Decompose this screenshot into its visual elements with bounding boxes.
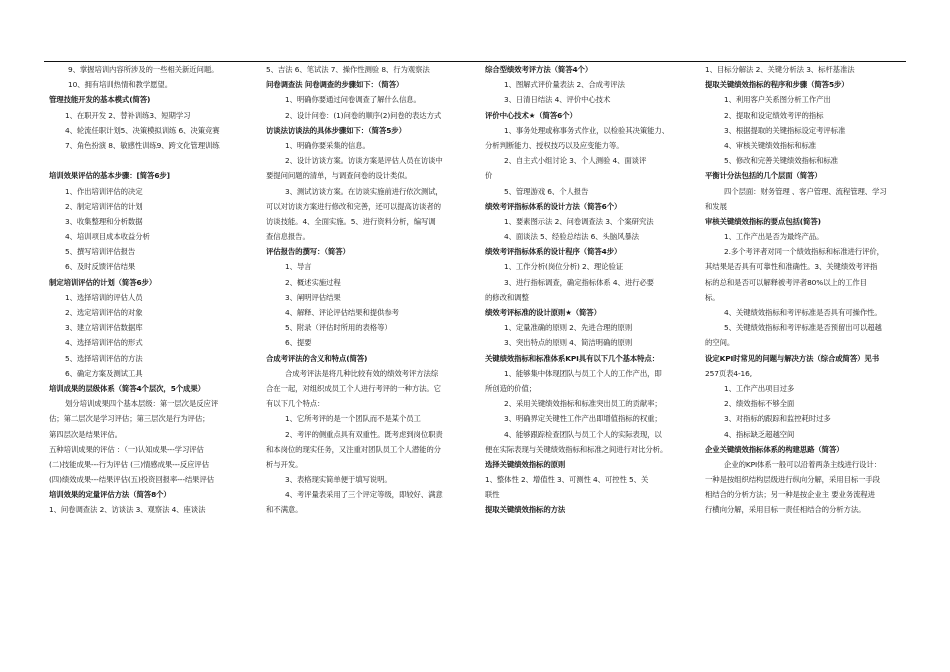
text-line: 3、表格现实简单便于填写说明。 [285,475,392,485]
text-line: (二)技能成果---行为评估 (三)情感成果---反应评估 [49,459,210,469]
text-line: 2、绩效指标不够全面 [724,399,795,409]
text-line: 10、拥有培训热情和教学愿望。 [68,80,172,90]
text-line: 3、进行指标调查，确定指标体系 4、进行必要 [504,277,654,287]
text-line: 四个层面：财务管理 、客户管理、流程管理、学习 [724,186,887,196]
text-line: 2、制定培训评估的计划 [65,201,143,211]
text-line: 1、工作产出项目过多 [724,383,795,393]
text-line: 1、目标分解法 2、关键分析法 3、标杆基准法 [705,65,855,74]
text-line: 和本岗位的现实任务，又注重对团队员工个人潜能的分 [266,444,441,454]
text-line: 五种培训成果的评估 ：（一)认知成果---学习评估 [49,444,204,454]
text-line: 3、测试访谈方案。在访谈实施前进行依次测试， [285,186,443,196]
section-heading: 培训成果的层级体系（简答4个层次，5个成果） [49,383,205,393]
text-line: 1、图解式评价量表法 2、合成考评法 [504,80,625,90]
section-heading: 访谈法访谈法的具体步骤如下：（简答5步） [266,125,406,135]
text-line: 4、解释、评论评估结果和提供参考 [285,308,399,317]
text-line: 4、考评量表采用了三个评定等级，即较好、满意 [285,490,443,500]
text-line: 5、选择培训评估的方法 [65,353,143,363]
text-line: 3、建立培训评估数据库 [65,323,143,333]
text-line: 4、指标缺乏超越空间 [724,429,795,439]
text-line: 1、利用客户关系图分析工作产出 [724,95,831,105]
text-line: 5、管理游戏 6、个人报告 [504,186,589,196]
text-line: 标的总和是否可以解释被考评者80%以上的工作目 [705,277,867,287]
text-line: 6、提要 [285,338,312,348]
text-line: 的空间。 [705,338,735,348]
text-line: 合在一起，对组织成员工个人进行考评的一种方法。它 [266,383,441,393]
section-heading: 培训效果评估的基本步骤：[简答6步] [49,171,170,181]
text-line: 4、关键绩效指标和考评标准是否具有可操作性。 [724,308,882,317]
text-line: 1、作出培训评估的决定 [65,186,143,196]
text-line: 4、能够跟踪检查团队与员工个人的实际表现，以 [504,429,662,439]
section-heading: 合成考评法的含义和特点(简答) [266,353,368,363]
text-line: 6、及时反馈评估结果 [65,262,136,272]
text-line: 3、突出特点的原则 4、简洁明确的原则 [504,338,633,348]
text-line: 有以下几个特点： [266,399,325,409]
text-line: 一种是按组织结构层级进行纵向分解，采用目标一手段 [705,475,880,485]
column-1 [49,62,247,518]
text-line: 1、事务处理或称事务式作业，以检验其决策能力、 [504,125,669,135]
text-line: 5、撰写培训评估报告 [65,247,136,257]
text-line: 合成考评法是将几种比较有效的绩效考评方法综 [285,368,439,378]
section-heading: 提取关键绩效指标的方法 [485,505,566,515]
text-line: 联性 [485,490,500,500]
text-line: 2、选定培训评估的对象 [65,308,143,317]
section-heading: 企业关键绩效指标体系的构建思路（简答） [705,444,844,454]
text-line: 2、设计访谈方案。访谈方案是评估人员在访谈中 [285,156,443,166]
text-line: 1、工作分析(岗位分析) 2、理论验证 [504,262,624,272]
text-line: 5、修改和完善关键绩效指标和标准 [724,156,838,166]
section-heading: 制定培训评估的计划（简答6步） [49,277,157,287]
text-line: 1、它所考评的是一个团队而不是某个员工 [285,414,421,424]
text-line: (四)绩效成果---结果评估(五)投资回报率---结果评估 [49,475,215,485]
text-line: 和不满意。 [266,505,303,515]
text-line: 1、在职开发 2、替补训练3、短期学习 [65,110,191,120]
section-heading: 评价中心技术★（简答6个） [485,110,577,120]
text-line: 7、角色扮演 8、敏感性训练9、跨文化管理训练 [65,140,220,150]
text-line: 6、确定方案及测试工具 [65,368,143,378]
text-line: 1、导言 [285,262,312,272]
section-heading: 审核关键绩效指标的要点包括(简答) [705,216,821,226]
text-line: 2、自主式小组讨论 3、个人测验 4、面谈评 [504,156,647,166]
text-line: 标。 [705,292,720,302]
text-line: 5、关键绩效指标和考评标准是否预留出可以超越 [724,323,882,333]
text-line: 4、审核关键绩效指标和标准 [724,140,817,150]
text-line: 1、选择培训的评估人员 [65,292,143,302]
text-line: 4、选择培训评估的形式 [65,338,143,348]
text-line: 1、要素图示法 2、问卷调查法 3、个案研究法 [504,216,654,226]
text-line: 1、问卷调查法 2、访谈法 3、观察法 4、座谈法 [49,505,206,515]
text-line: 9、掌握培训内容所涉及的一些相关新近问题。 [68,65,219,74]
text-line: 2.多个考评者对同一个绩效指标和标准进行评价， [724,247,884,257]
text-line: 4、轮流任职计划5、决策模拟训练 6、决策竞赛 [65,125,220,135]
text-line: 2、采用关键绩效指标和标准突出员工的贡献率； [504,399,662,409]
text-line: 第四层次是结果评估。 [49,429,122,439]
column-2 [266,62,474,518]
text-line: 分析判断能力、授权技巧以及应变能力等。 [485,140,624,150]
text-line: 3、阐明评估结果 [285,292,341,302]
text-line: 3、日清日结法 4、评价中心技术 [504,95,611,105]
section-heading: 问卷调查法 问卷调查的步骤如下：（简答） [266,80,404,90]
column-3 [485,62,685,518]
text-line: 4、面谈法 5、经验总结法 6、头脑风暴法 [504,232,639,242]
text-line: 4、培训项目成本收益分析 [65,232,150,242]
section-heading: 关键绩效指标和标准体系KPI具有以下几个基本特点： [485,353,659,363]
section-heading: 管理技能开发的基本模式(简答) [49,95,151,105]
text-line: 3、收集整理和分析数据 [65,216,143,226]
text-line: 1、明确你要通过问卷调查了解什么信息。 [285,95,421,105]
text-line: 的修改和调整 [485,292,529,302]
section-heading: 平衡计分法包括的几个层面（简答） [705,171,822,181]
text-line: 其结果是否具有可靠性和准确性。3、关键绩效考评指 [705,262,878,272]
section-heading: 综合型绩效考评方法（简答4个） [485,65,593,74]
text-line: 1、明确你要采集的信息。 [285,140,370,150]
text-line: 2、概述实施过程 [285,277,341,287]
section-heading: 选择关键绩效指标的原则 [485,459,566,469]
section-heading: 培训效果的定量评估方法（简答8个） [49,490,171,500]
text-line: 企业的KPI体系一般可以沿着两条主线进行设计： [724,459,881,469]
text-line: 行横向分解，采用目标一责任相结合的分析方法。 [705,505,866,515]
text-line: 2、提取和设定绩效考评的指标 [724,110,824,120]
text-line: 3、对指标的跟踪和监控耗时过多 [724,414,831,424]
section-heading: 绩效考评标准的设计原则★（简答） [485,308,601,317]
text-line: 1、能够集中体现团队与员工个人的工作产出，即 [504,368,662,378]
text-line: 所创造的价值； [485,383,537,393]
text-line: 3、明确界定关键性工作产出即增值指标的权重； [504,414,662,424]
text-line: 价 [485,171,493,181]
text-line: 析与开发。 [266,459,303,469]
text-line: 1、整体性 2、增值性 3、可测性 4、可控性 5、关 [485,475,649,485]
text-line: 可以对访谈方案进行修改和完善，还可以提高访谈者的 [266,201,441,211]
text-line: 划分培训成果四个基本层级：第一层次是反应评 [65,399,219,409]
section-heading: 绩效考评指标体系的设计程序（简答4步） [485,247,622,257]
text-line: 相结合的分析方法；另一种是按企业主 要业务流程进 [705,490,875,500]
section-heading: 设定KPI时常见的问题与解决方法（综合或简答）见书 [705,353,879,363]
text-line: 1、工作产出是否为最终产品。 [724,232,824,242]
section-heading: 提取关键绩效指标的程序和步骤（简答5步） [705,80,849,90]
text-line: 1、定量准确的原则 2、先进合理的原则 [504,323,633,333]
text-line: 5、附录（评估时所用的表格等） [285,323,392,333]
text-line: 查信息报告。 [266,232,310,242]
section-heading: 绩效考评指标体系的设计方法（简答6个） [485,201,622,211]
text-line: 2、考评的侧重点具有双重性。既考虑到岗位职责 [285,429,443,439]
text-line: 便在实际表现与关键绩效指标和标准之间进行对比分析。 [485,444,668,454]
text-line: 257页表4-16, [705,368,753,378]
text-line: 估；第二层次是学习评估；第三层次是行为评估； [49,414,210,424]
text-line: 5、吉法 6、笔试法 7、操作性测验 8、行为观察法 [266,65,430,74]
text-line: 访谈技能。4、全面实施。5、进行资料分析，编写调 [266,216,436,226]
text-line: 2、设计问卷：(1)问卷的顺序(2)问卷的表达方式 [285,110,442,120]
column-4 [705,62,909,518]
text-line: 和发展 [705,201,727,211]
text-line: 要提问问题的清单，与调查问卷的设计类似。 [266,171,412,181]
text-line: 3、根据提取的关键指标设定考评标准 [724,125,846,135]
blank-line [49,153,247,168]
section-heading: 评估报告的撰写：（简答） [266,247,350,257]
